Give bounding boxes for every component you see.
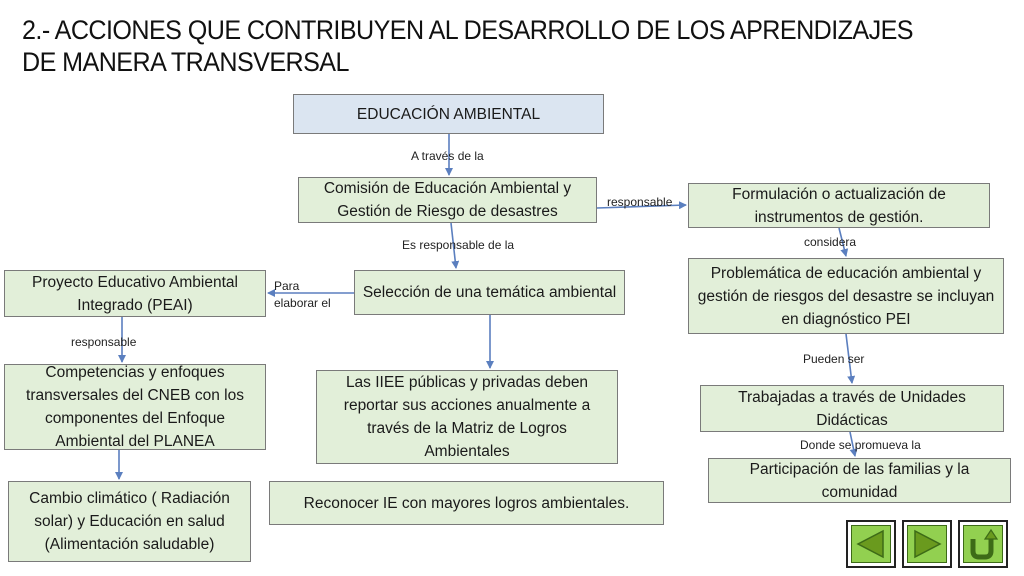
node-problematica: Problemática de educación ambiental y gestión de riesgos del desastre se incluyan en diagnóstico PEI <box>688 258 1004 334</box>
node-cambio-climatico: Cambio climático ( Radiación solar) y Educación en salud (Alimentación saludable) <box>8 481 251 562</box>
label-elaborar-el: elaborar el <box>274 296 331 310</box>
node-peai: Proyecto Educativo Ambiental Integrado (PEAI) <box>4 270 266 317</box>
back-button[interactable] <box>846 520 896 568</box>
label-considera: considera <box>804 235 857 249</box>
node-comision: Comisión de Educación Ambiental y Gestión de Riesgo de desastres <box>298 177 597 223</box>
node-competencias: Competencias y enfoques transversales del CNEB con los componentes del Enfoque Ambiental del PLANEA <box>4 364 266 450</box>
label-para: Para <box>274 279 300 293</box>
label-responsable-1: responsable <box>607 195 673 209</box>
node-participacion: Participación de las familias y la comunidad <box>708 458 1011 503</box>
forward-arrow-icon <box>909 527 945 561</box>
label-responsable-2: responsable <box>71 335 137 349</box>
page-title: 2.- ACCIONES QUE CONTRIBUYEN AL DESARROLLO DE LOS APRENDIZAJES DE MANERA TRANSVERSAL <box>22 15 913 77</box>
label-donde: Donde se promueva la <box>800 438 921 452</box>
node-seleccion: Selección de una temática ambiental <box>354 270 625 315</box>
return-button[interactable] <box>958 520 1008 568</box>
label-a-traves: A través de la <box>411 149 484 163</box>
node-reconocer: Reconocer IE con mayores logros ambientales. <box>269 481 664 525</box>
label-pueden-ser: Pueden ser <box>803 352 865 366</box>
back-arrow-icon <box>853 527 889 561</box>
node-educacion-ambiental: EDUCACIÓN AMBIENTAL <box>293 94 604 134</box>
node-trabajadas: Trabajadas a través de Unidades Didácticas <box>700 385 1004 432</box>
return-arrow-icon <box>965 527 1001 561</box>
forward-button[interactable] <box>902 520 952 568</box>
label-es-responsable: Es responsable de la <box>402 238 515 252</box>
node-iiee: Las IIEE públicas y privadas deben reportar sus acciones anualmente a través de la Matriz de Logros Ambientales <box>316 370 618 464</box>
node-formulacion: Formulación o actualización de instrumentos de gestión. <box>688 183 990 228</box>
